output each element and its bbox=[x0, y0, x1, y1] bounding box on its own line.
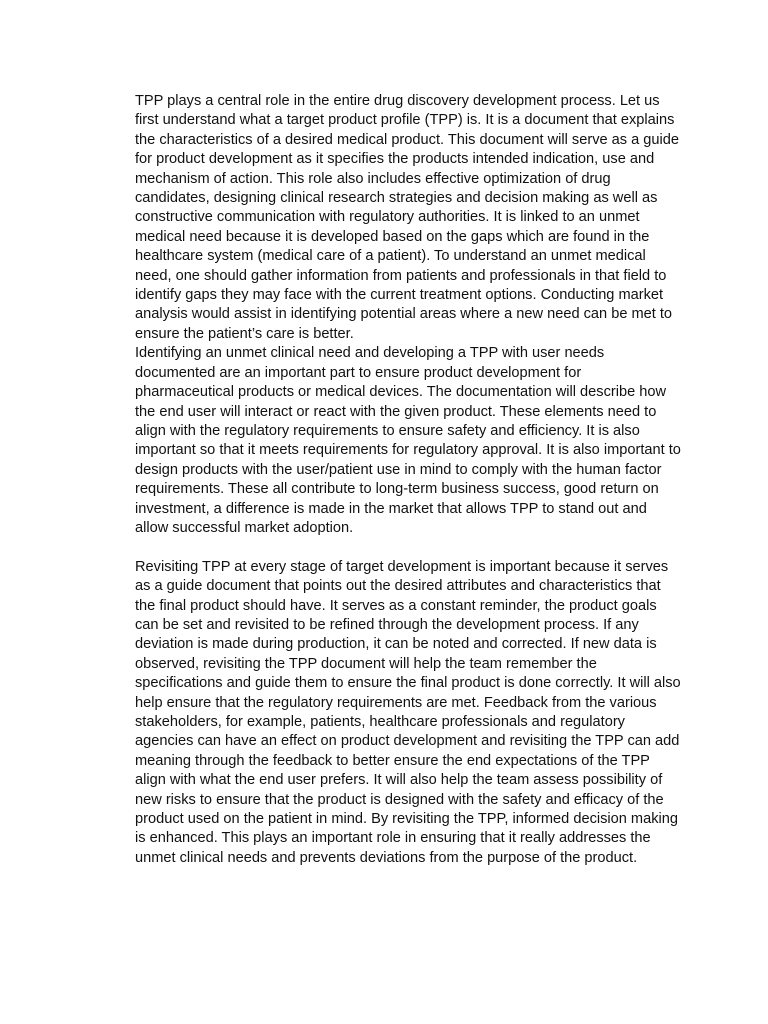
document-body bbox=[135, 92, 683, 868]
paragraph-unmet-clinical-need: Identifying an unmet clinical need and developing a TPP with user needs documented are an important part to ensure product development for pharmaceutical products or medical devices. The documentation will describe how the end user will interact or react with the given product. These elements need to align with the regulatory requirements to ensure safety and efficiency. It is also important so that it meets requirements for regulatory approval. It is also important to design products with the user/patient use in mind to comply with the human factor requirements. These all contribute to long-term business success, good return on investment, a difference is made in the market that allows TPP to stand out and allow successful market adoption. bbox=[135, 345, 681, 536]
paragraph-tpp-intro: TPP plays a central role in the entire drug discovery development process. Let us first understand what a target product profile (TPP) is. It is a document that explains the characteristics of a desired medical product. This document will serve as a guide for product development as it specifies the products intended indication, use and mechanism of action. This role also includes effective optimization of drug candidates, designing clinical research strategies and decision making as well as constructive communication with regulatory authorities. It is linked to an unmet medical need because it is developed based on the gaps which are found in the healthcare system (medical care of a patient). To understand an unmet medical need, one should gather information from patients and professionals in that field to identify gaps they may face with the current treatment options. Conducting market analysis would assist in identifying potential areas where a new need can be met to ensure the patient’s care is better. bbox=[135, 93, 680, 342]
paragraph-revisiting-tpp: Revisiting TPP at every stage of target development is important because it serves as a guide document that points out the desired attributes and characteristics that the final product should have. It serves as a constant reminder, the product goals can be set and revisited to be refined through the development process. If any deviation is made during production, it can be noted and corrected. If new data is observed, revisiting the TPP document will help the team remember the specifications and guide them to ensure the final product is done correctly. It will also help ensure that the regulatory requirements are met. Feedback from the various stakeholders, for example, patients, healthcare professionals and regulatory agencies can have an effect on product development and revisiting the TPP can add meaning through the feedback to better ensure the end expectations of the TPP align with what the end user prefers. It will also help the team assess possibility of new risks to ensure that the product is designed with the safety and efficacy of the product used on the patient in mind. By revisiting the TPP, informed decision making is enhanced. This plays an important role in ensuring that it really addresses the unmet clinical needs and prevents deviations from the purpose of the product. bbox=[135, 558, 681, 866]
